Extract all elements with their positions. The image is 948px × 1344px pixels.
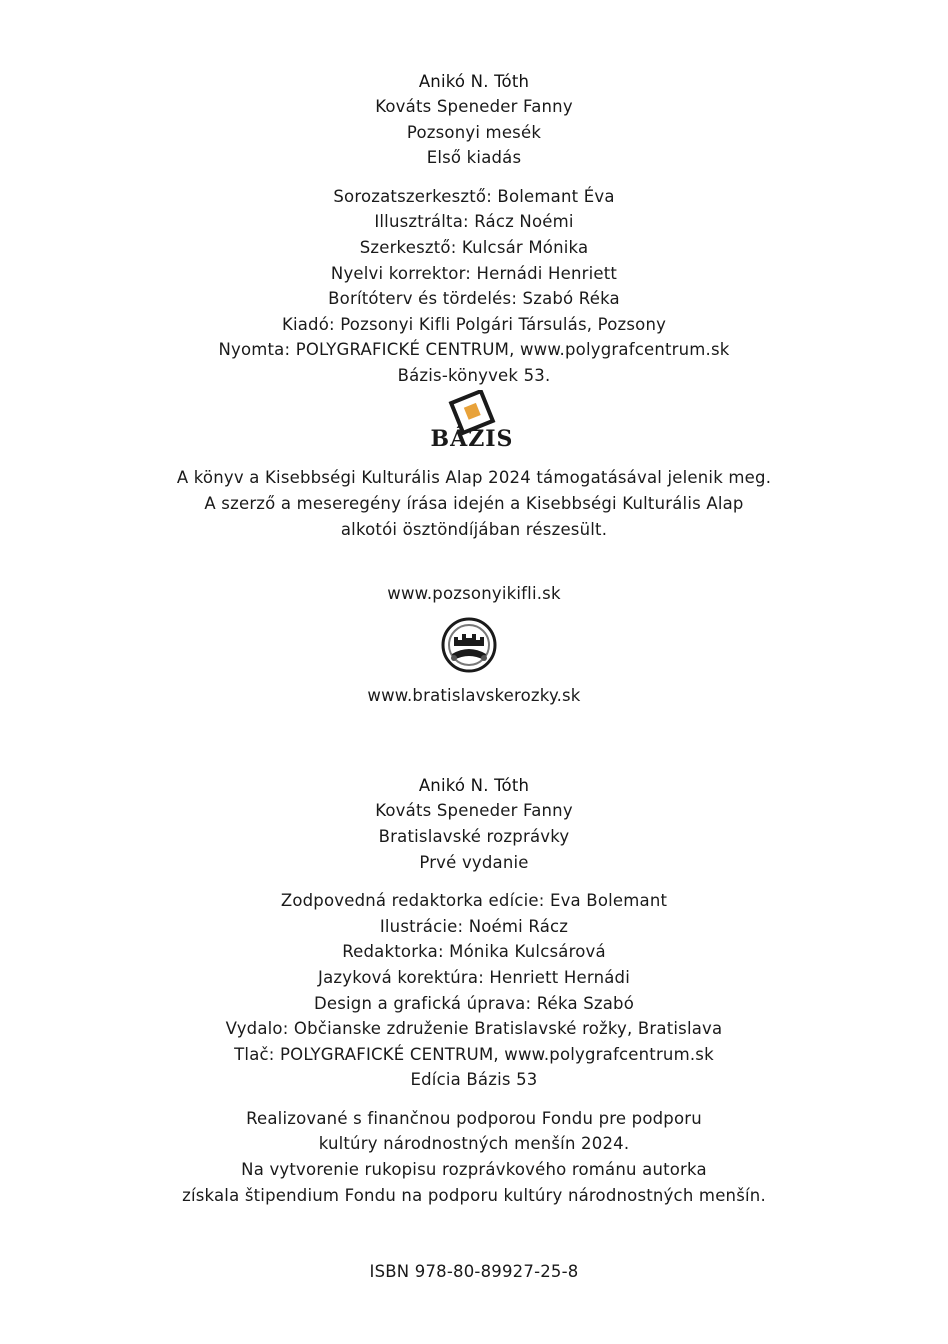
sk-support-1: Realizované s finančnou podporou Fondu pre podporu [246,1109,702,1128]
bazis-logo [426,390,518,454]
hu-author: Anikó N. Tóth [418,72,530,91]
sk-credit-proofreader: Jazyková korektúra: Henriett Hernádi [318,968,630,987]
sk-support-4: získala štipendium Fondu na podporu kultúry národnostných menšín. [182,1186,766,1205]
hu-credit-series-editor: Sorozatszerkesztő: Bolemant Éva [333,187,615,206]
hu-credit-illustrator: Illusztrálta: Rácz Noémi [374,212,574,231]
sk-credit-publisher: Vydalo: Občianske združenie Bratislavské rožky, Bratislava [225,1019,723,1038]
rozky-logo [440,616,498,674]
hu-credit-proofreader: Nyelvi korrektor: Hernádi Henriett [330,264,618,283]
sk-support-3: Na vytvorenie rukopisu rozprávkového románu autorka [241,1160,707,1179]
hu-edition: Első kiadás [426,148,522,167]
hu-website-link[interactable]: www.pozsonyikifli.sk [387,584,561,603]
sk-credit-editor: Redaktorka: Mónika Kulcsárová [342,942,606,961]
isbn: ISBN 978-80-89927-25-8 [369,1262,579,1281]
hu-credit-editor: Szerkesztő: Kulcsár Mónika [359,238,589,257]
hu-title: Pozsonyi mesék [406,123,542,142]
castle-emblem-icon [440,616,498,674]
hu-support-1: A könyv a Kisebbségi Kulturális Alap 2024 támogatásával jelenik meg. [176,468,772,487]
hu-support-3: alkotói ösztöndíjában részesült. [340,520,608,539]
sk-title: Bratislavské rozprávky [378,827,570,846]
hu-credit-publisher: Kiadó: Pozsonyi Kifli Polgári Társulás, Pozsony [281,315,667,334]
hu-credit-printer: Nyomta: POLYGRAFICKÉ CENTRUM, www.polygrafcentrum.sk [218,340,730,359]
bazis-logo-text: BÁZIS [430,426,514,452]
sk-coauthor: Kováts Speneder Fanny [375,801,573,820]
sk-credit-illustrator: Ilustrácie: Noémi Rácz [379,917,569,936]
sk-author: Anikó N. Tóth [418,776,530,795]
sk-credit-design: Design a grafická úprava: Réka Szabó [313,994,635,1013]
hu-coauthor: Kováts Speneder Fanny [375,97,573,116]
sk-credit-series: Edícia Bázis 53 [410,1070,538,1089]
sk-support-2: kultúry národnostných menšín 2024. [318,1134,630,1153]
sk-edition: Prvé vydanie [419,853,529,872]
hu-support-2: A szerző a meseregény írása idején a Kisebbségi Kulturális Alap [204,494,744,513]
sk-website-link[interactable]: www.bratislavskerozky.sk [367,686,581,705]
sk-credit-printer: Tlač: POLYGRAFICKÉ CENTRUM, www.polygrafcentrum.sk [234,1045,714,1064]
sk-credit-series-editor: Zodpovedná redaktorka edície: Eva Bolemant [280,891,668,910]
hu-credit-series: Bázis-könyvek 53. [397,366,551,385]
hu-credit-design: Borítóterv és tördelés: Szabó Réka [328,289,620,308]
